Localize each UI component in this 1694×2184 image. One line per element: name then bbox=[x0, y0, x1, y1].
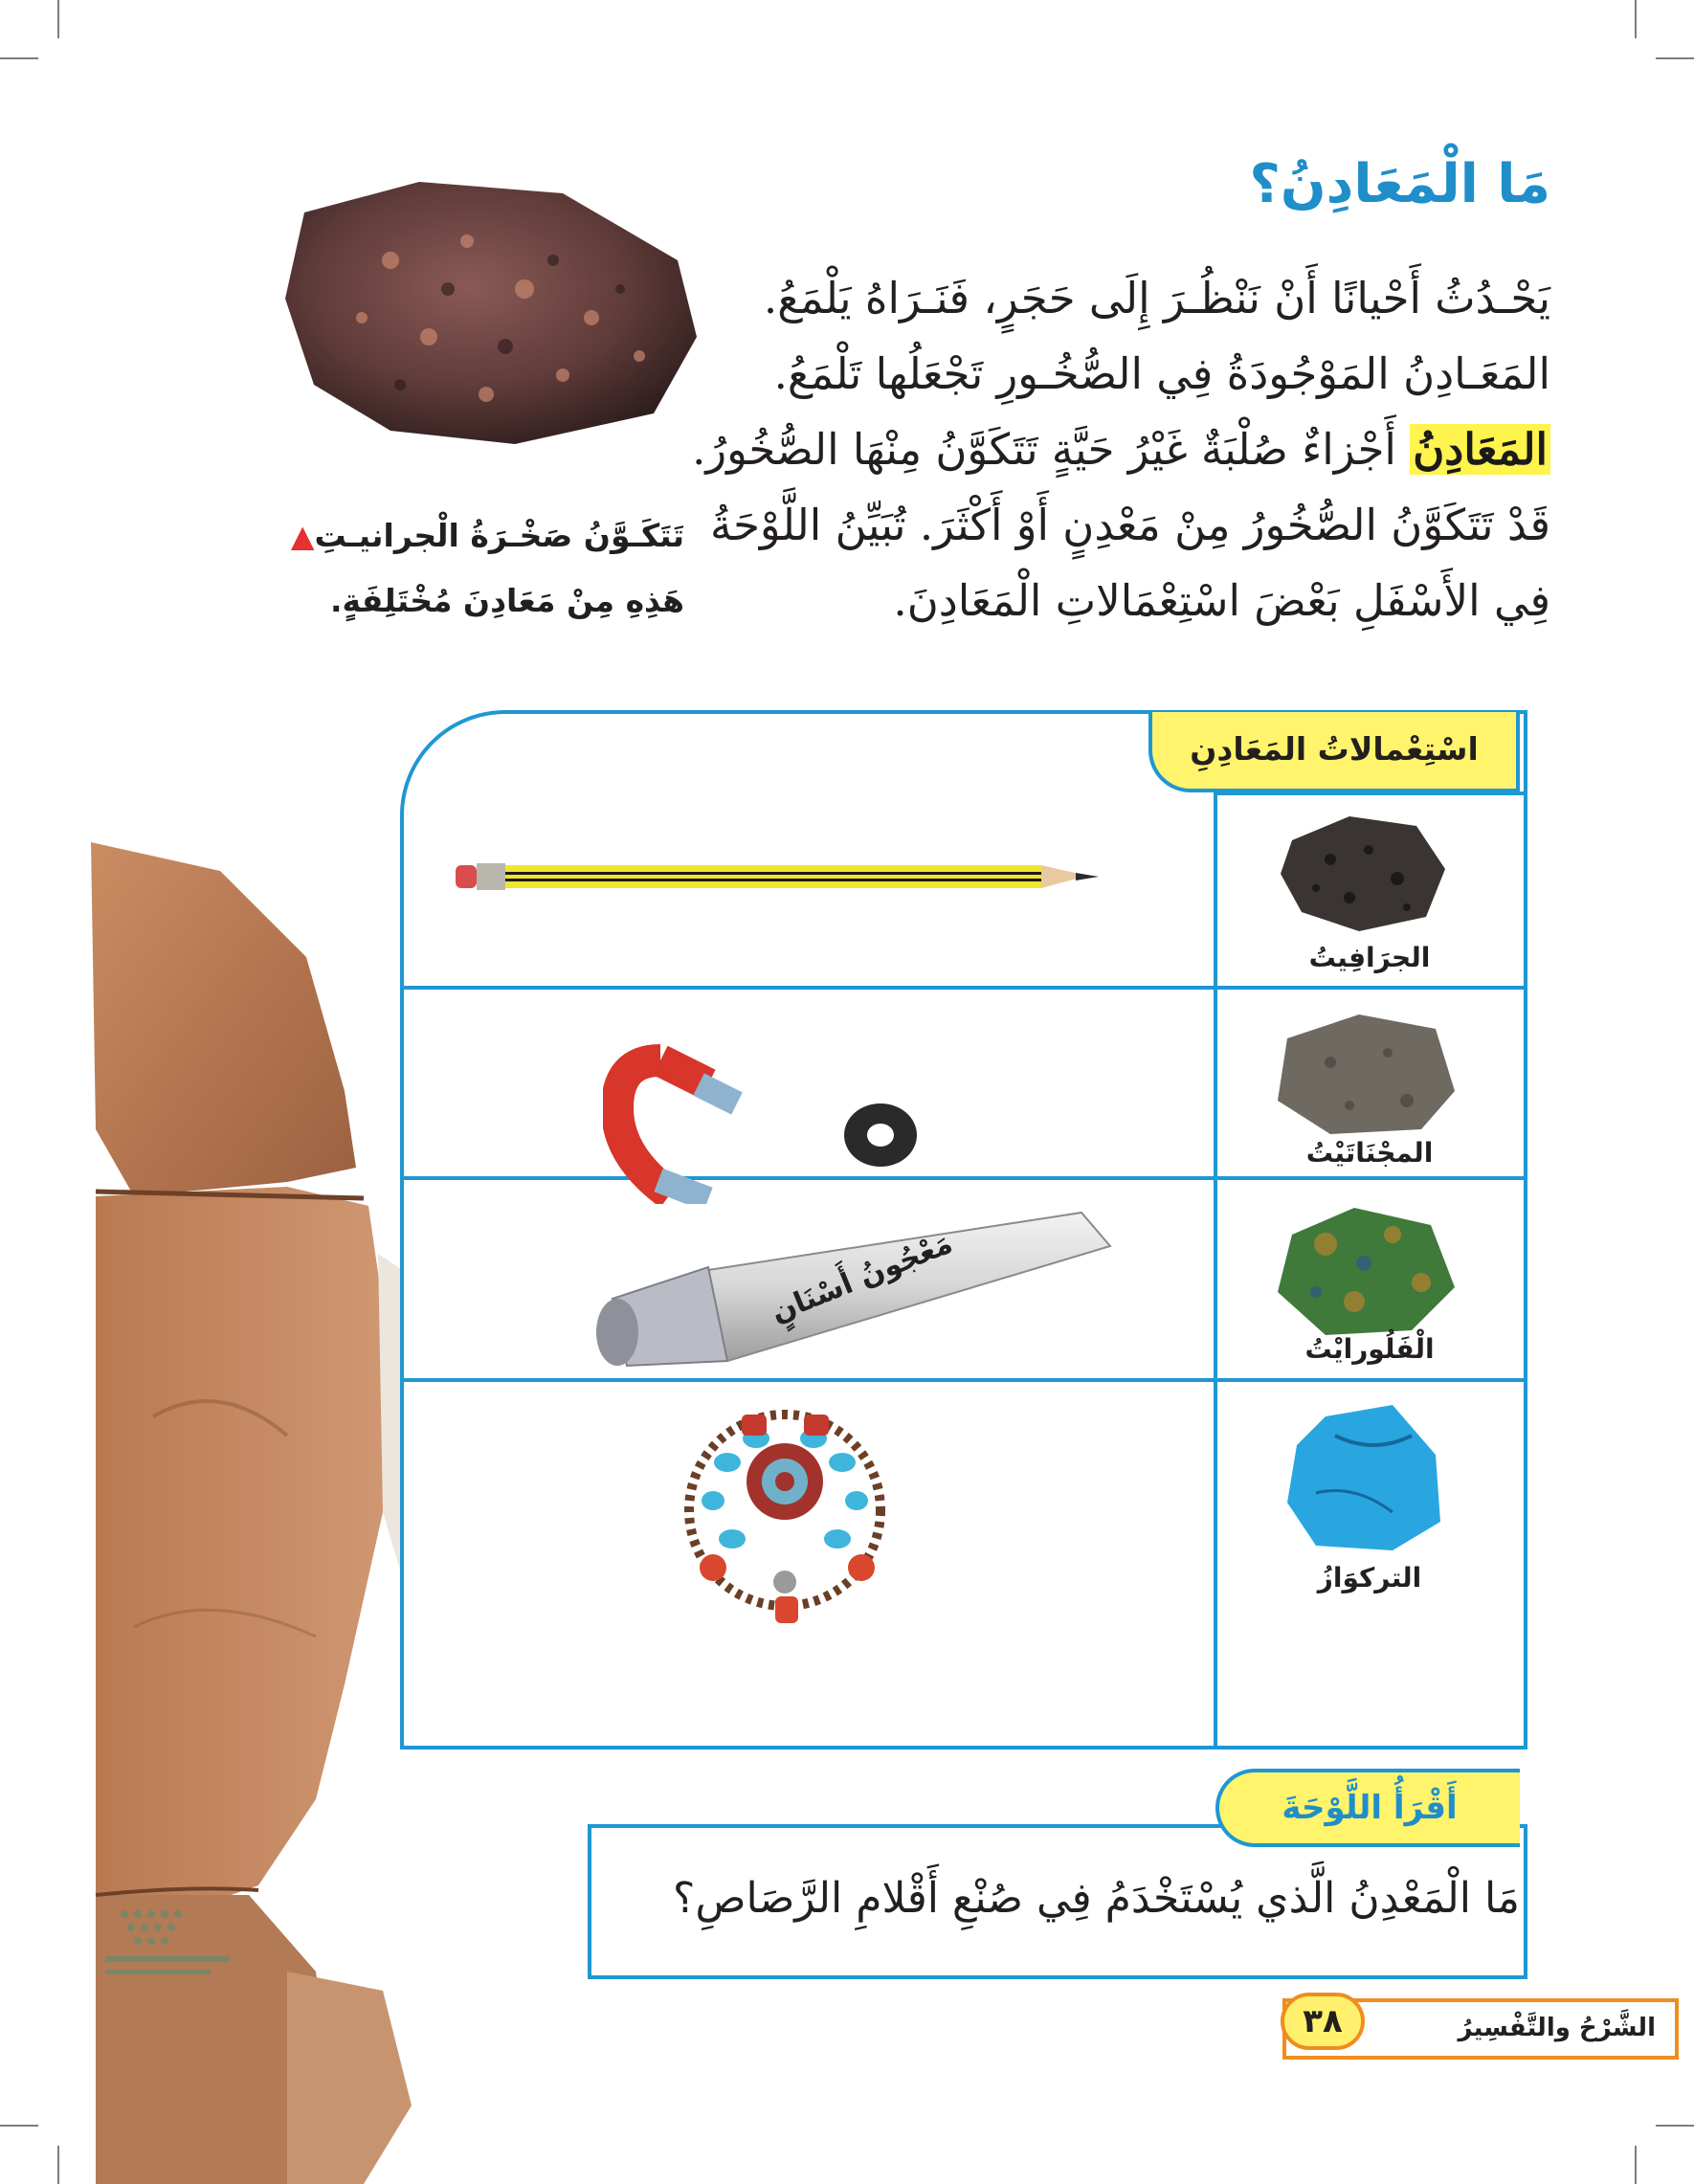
section-heading: مَا الْمَعَادِنُ؟ bbox=[1249, 153, 1550, 215]
caption-line: هَذِهِ مِنْ مَعَادِنَ مُخْتَلِفَةٍ. bbox=[329, 582, 684, 619]
granite-rock-image bbox=[276, 174, 702, 447]
necklace-image bbox=[670, 1395, 900, 1630]
toothpaste-label: مَعْجُونُ أَسْنَانٍ bbox=[766, 1226, 958, 1330]
crop-mark bbox=[57, 0, 59, 38]
figure-caption bbox=[234, 503, 684, 634]
watermark-logo bbox=[105, 1905, 249, 1993]
fluorite-image bbox=[1268, 1196, 1460, 1340]
definition-term: المَعَادِنُ bbox=[1410, 424, 1550, 475]
mineral-name: الجرَافِيتُ bbox=[1308, 942, 1431, 973]
magnet-image bbox=[603, 1013, 928, 1204]
mineral-name: التركوَازُ bbox=[1317, 1562, 1422, 1593]
crop-mark bbox=[0, 57, 38, 59]
mineral-name: الْفَلُورايْتُ bbox=[1304, 1333, 1435, 1365]
mineral-name: المجْنَاتَيْتُ bbox=[1305, 1137, 1434, 1169]
triangle-marker-icon: ▲ bbox=[290, 518, 315, 554]
table-title: اسْتِعْمالاتُ المَعَادِنِ bbox=[1148, 712, 1520, 792]
graphite-image bbox=[1273, 812, 1455, 936]
crop-mark bbox=[1656, 2125, 1694, 2127]
row-divider bbox=[400, 1378, 1527, 1382]
footer-section-label: الشَّرْحُ والتَّفْسِيرُ bbox=[1458, 2014, 1656, 2042]
column-divider bbox=[1214, 791, 1217, 1746]
pencil-image bbox=[456, 857, 1099, 897]
paragraph-line: فِي الأَسْفَلِ بَعْضَ اسْتِعْمَالاتِ الْمَعَادِنَ. bbox=[893, 575, 1550, 626]
intro-paragraph bbox=[574, 260, 1550, 638]
crop-mark bbox=[1635, 0, 1637, 38]
paragraph-line: يَحْـدُثُ أَحْيانًا أَنْ نَنْظُـرَ إِلَى حَجَرٍ، فَنَـرَاهُ يَلْمَعُ. bbox=[763, 273, 1550, 323]
row-divider bbox=[400, 1176, 1527, 1180]
caption-line bbox=[234, 503, 684, 568]
page-number: ٣٨ bbox=[1281, 1993, 1365, 2050]
row-divider bbox=[400, 986, 1527, 990]
turquoise-image bbox=[1278, 1397, 1450, 1555]
read-table-title: أَقْرَأُ اللَّوْحَةَ bbox=[1215, 1769, 1520, 1847]
crop-mark bbox=[1635, 2146, 1637, 2184]
definition-text: أَجْزاءٌ صُلْبَةٌ غَيْرُ حَيَّةٍ تَتَكَوَّنُ مِنْهَا الصُّخُورُ. bbox=[692, 424, 1396, 475]
question-text: مَا الْمَعْدِنُ الَّذي يُسْتَخْدَمُ فِي صُنْعِ أَقْلامِ الرَّصَاصِ؟ bbox=[672, 1874, 1520, 1923]
paragraph-line: المَعَـادِنُ المَوْجُودَةُ فِي الصُّخُـورِ تَجْعَلُها تَلْمَعُ. bbox=[773, 348, 1550, 399]
magnetite-image bbox=[1263, 1005, 1464, 1139]
paragraph-line: قَدْ تَتَكَوَّنُ الصُّخُورُ مِنْ مَعْدِنٍ أَوْ أَكْثَرَ. تُبَيِّنُ اللَّوْحَةُ bbox=[709, 500, 1550, 550]
caption-text: تَتَكَـوَّنُ صَخْـرَةُ الْجرانيـتِ bbox=[314, 517, 684, 554]
definition-line bbox=[574, 412, 1550, 487]
crop-mark bbox=[1656, 57, 1694, 59]
